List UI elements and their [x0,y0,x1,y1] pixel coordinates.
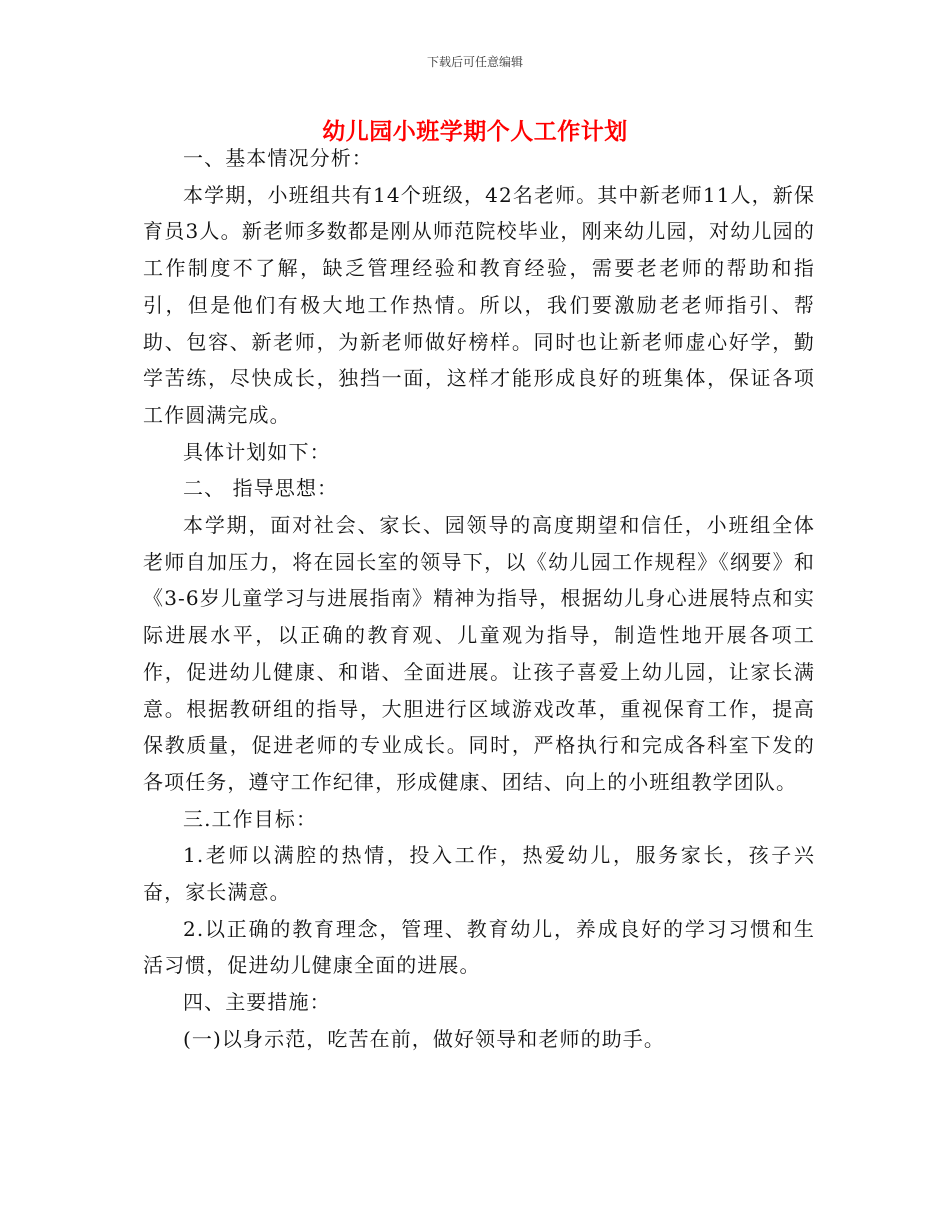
section-heading-4: 四、主要措施： [183,990,331,1015]
paragraph-guiding-ideology: 本学期，面对社会、家长、园领导的高度期望和信任，小班组全体老师自加压力，将在园长室的领导下，以《幼儿园工作规程》《纲要》和《3-6岁儿童学习与进展指南》精神为指导，根据幼儿身心进展特点和实际进展水平，以正确的教育观、儿童观为指导，制造性地开展各项工作，促进幼儿健康、和谐、全面进展。让孩子喜爱上幼儿园，让家长满意。根据教研组的指导，大胆进行区域游戏改革，重视保育工作，提高保教质量，促进老师的专业成长。同时，严格执行和完成各科室下发的各项任务，遵守工作纪律，形成健康、团结、向上的小班组教学团队。 [143,513,815,794]
section-heading-3: 三.工作目标： [183,806,318,831]
page-header-note: 下载后可任意编辑 [426,55,523,69]
document-body [143,140,815,1058]
goal-item-2: 2.以正确的教育理念，管理、教育幼儿，养成良好的学习习惯和生活习惯，促进幼儿健康全面的进展。 [143,916,815,978]
section-heading-1: 一、基本情况分析： [183,146,373,170]
document-title: 幼儿园小班学期个人工作计划 [322,119,628,145]
goal-item-1: 1.老师以满腔的热情，投入工作，热爱幼儿，服务家长，孩子兴奋，家长满意。 [143,843,815,905]
section-heading-2: 二、 指导思想： [183,476,339,501]
measure-item-1: (一)以身示范，吃苦在前，做好领导和老师的助手。 [183,1026,666,1051]
paragraph-basic-situation: 本学期，小班组共有14个班级，42名老师。其中新老师11人，新保育员3人。新老师多数都是刚从师范院校毕业，刚来幼儿园，对幼儿园的工作制度不了解，缺乏管理经验和教育经验，需要老老师的帮助和指引，但是他们有极大地工作热情。所以，我们要激励老老师指引、帮助、包容、新老师，为新老师做好榜样。同时也让新老师虚心好学，勤学苦练，尽快成长，独挡一面，这样才能形成良好的班集体，保证各项工作圆满完成。 [143,182,815,427]
paragraph-plan-intro: 具体计划如下： [183,439,331,464]
